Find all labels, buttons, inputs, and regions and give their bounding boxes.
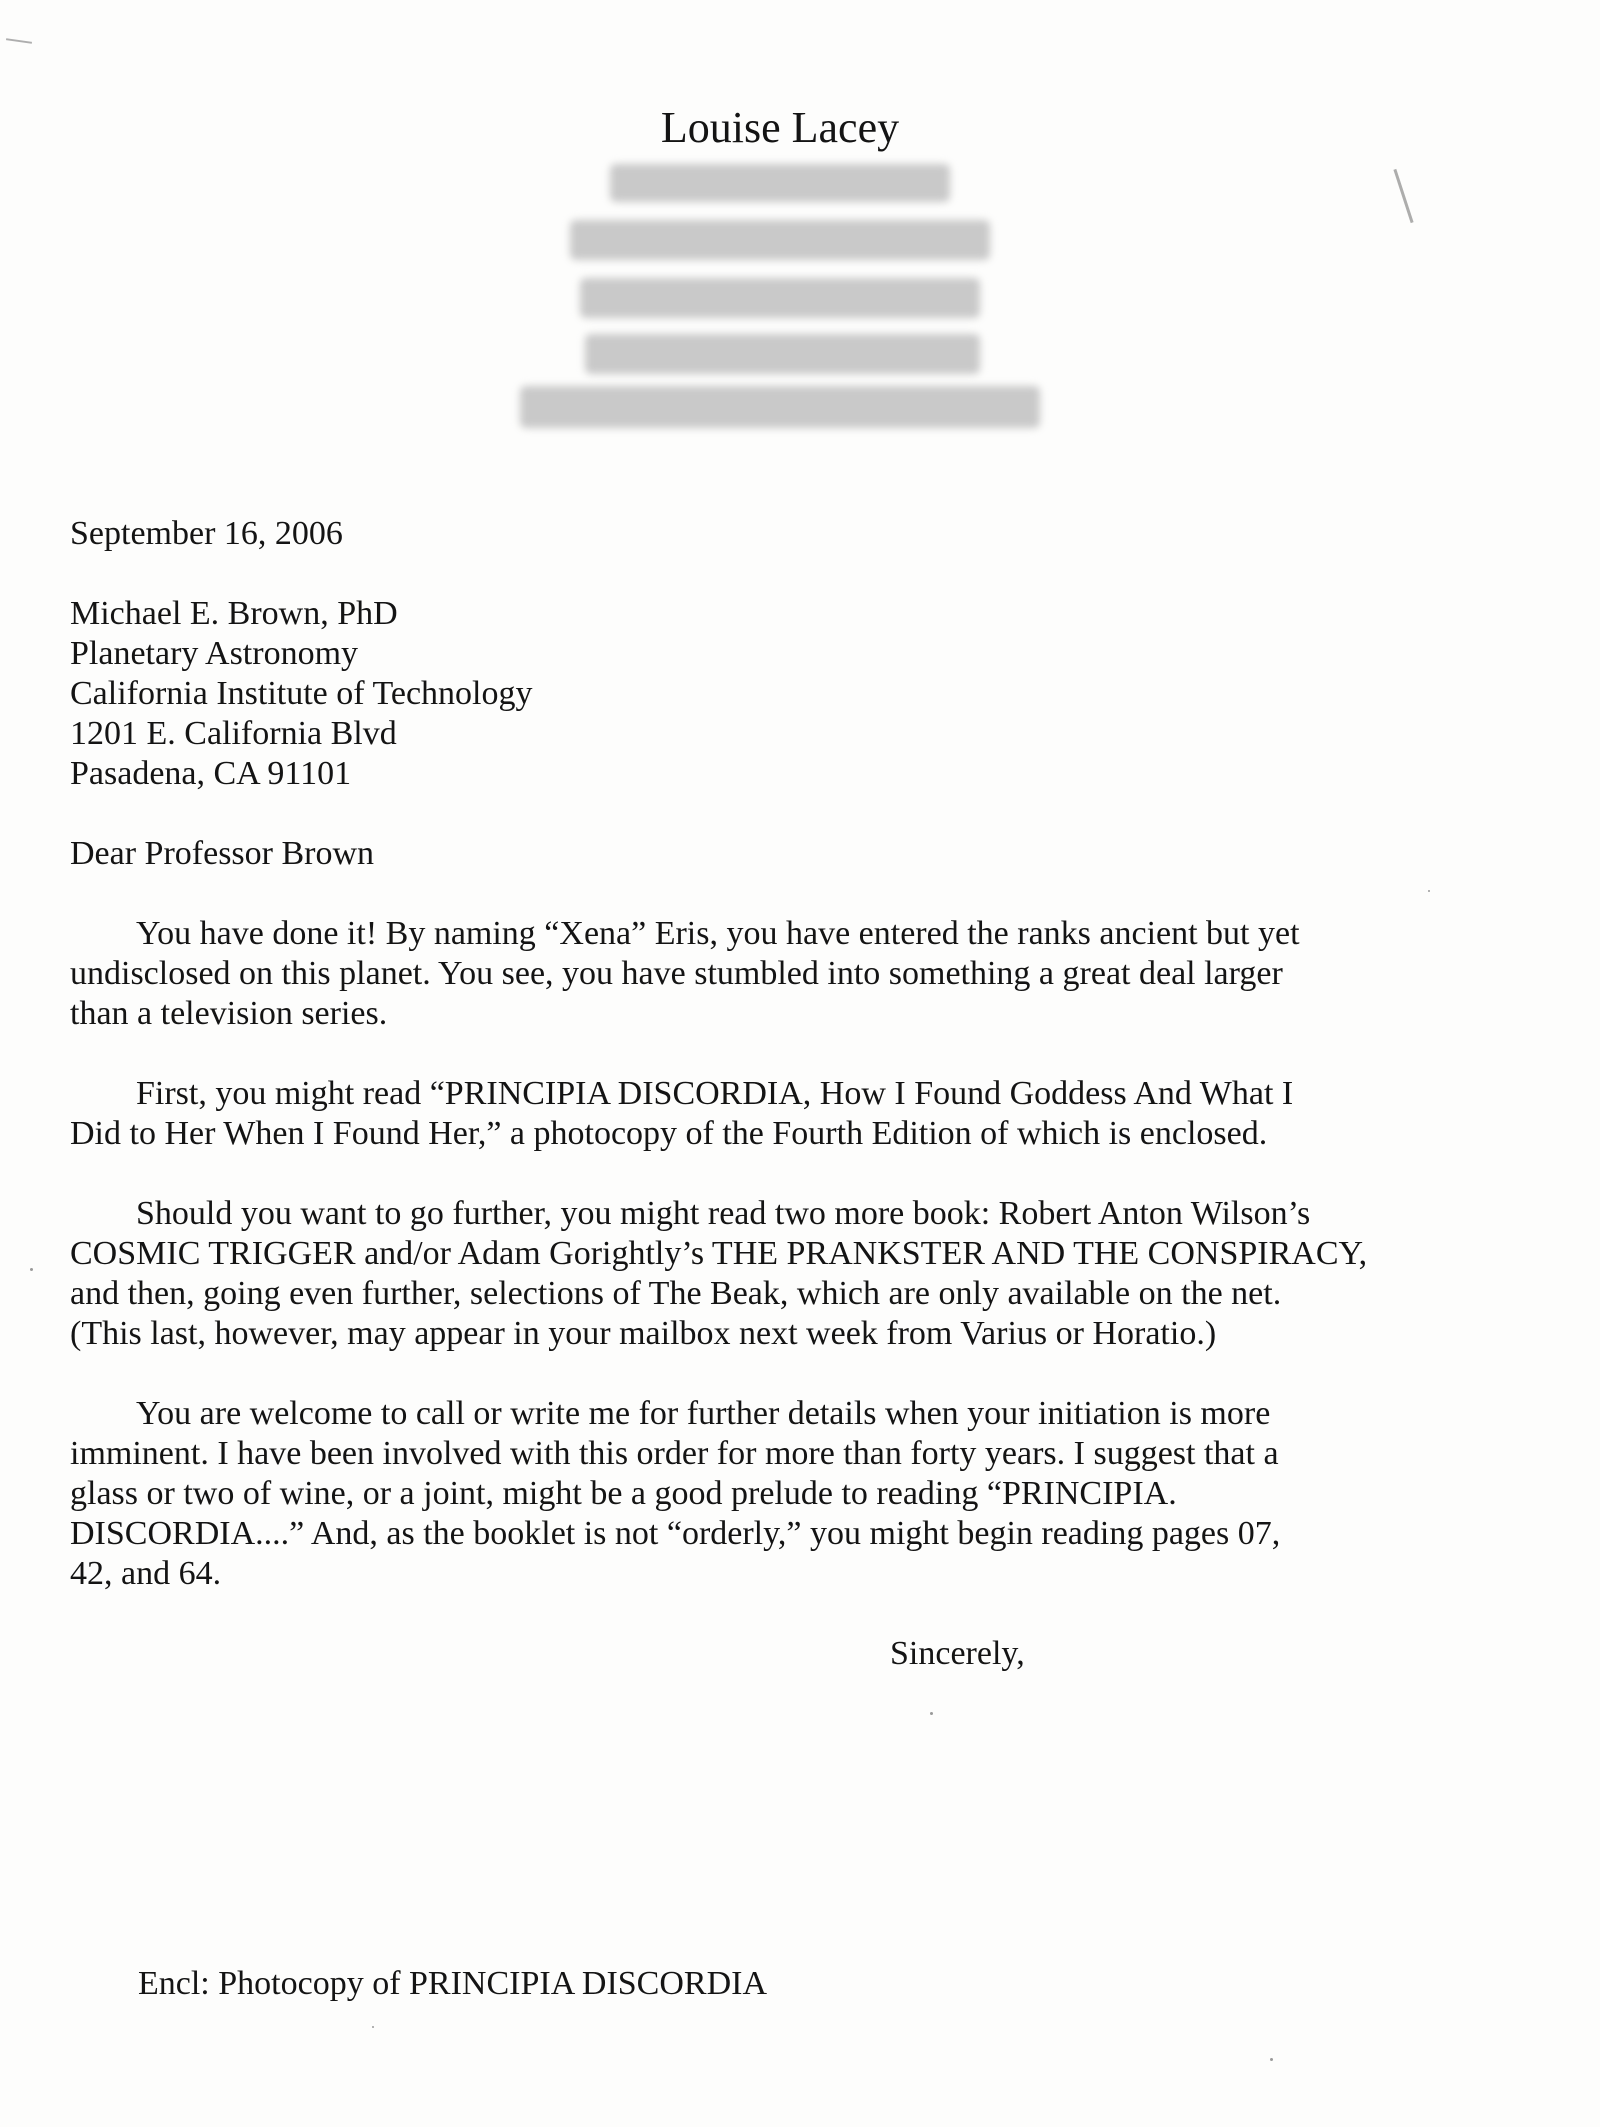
body-paragraph-1 xyxy=(70,914,1300,1034)
sender-name: Louise Lacey xyxy=(660,103,900,152)
paper-speck xyxy=(1428,890,1430,892)
closing: Sincerely, xyxy=(890,1635,1025,1672)
redacted-sender-address xyxy=(520,160,1060,430)
paragraph-line: (This last, however, may appear in your mailbox next week from Varius or Horatio.) xyxy=(70,1315,1217,1352)
letter-date: September 16, 2006 xyxy=(70,515,343,552)
salutation: Dear Professor Brown xyxy=(70,835,375,872)
paragraph-line: You are welcome to call or write me for further details when your initiation is more xyxy=(136,1395,1271,1432)
recipient-address xyxy=(70,594,533,794)
paper-speck xyxy=(30,1268,33,1271)
body-paragraph-3 xyxy=(70,1194,1367,1354)
recipient-line: Michael E. Brown, PhD xyxy=(70,595,398,632)
stray-pen-mark xyxy=(6,38,32,44)
stray-pen-mark xyxy=(1393,169,1413,223)
paragraph-line: glass or two of wine, or a joint, might be a good prelude to reading “PRINCIPIA. xyxy=(70,1475,1177,1512)
paragraph-line: First, you might read “PRINCIPIA DISCORDIA, How I Found Goddess And What I xyxy=(136,1075,1294,1112)
body-paragraph-2 xyxy=(70,1074,1293,1154)
recipient-line: California Institute of Technology xyxy=(70,675,533,712)
paragraph-line: imminent. I have been involved with this order for more than forty years. I suggest that a xyxy=(70,1435,1279,1472)
enclosure-note: Encl: Photocopy of PRINCIPIA DISCORDIA xyxy=(138,1965,768,2002)
paragraph-line: 42, and 64. xyxy=(70,1555,222,1592)
paragraph-line: Did to Her When I Found Her,” a photocopy of the Fourth Edition of which is enclosed. xyxy=(70,1115,1268,1152)
paragraph-line: and then, going even further, selections of The Beak, which are only available on the net. xyxy=(70,1275,1282,1312)
recipient-line: 1201 E. California Blvd xyxy=(70,715,397,752)
paragraph-line: than a television series. xyxy=(70,995,388,1032)
paper-speck xyxy=(1270,2058,1273,2061)
paper-speck xyxy=(372,2026,374,2028)
recipient-line: Planetary Astronomy xyxy=(70,635,359,672)
recipient-line: Pasadena, CA 91101 xyxy=(70,755,352,792)
paragraph-line: COSMIC TRIGGER and/or Adam Gorightly’s THE PRANKSTER AND THE CONSPIRACY, xyxy=(70,1235,1368,1272)
paragraph-line: undisclosed on this planet. You see, you have stumbled into something a great deal larger xyxy=(70,955,1283,992)
paper-speck xyxy=(930,1712,933,1715)
paragraph-line: Should you want to go further, you might read two more book: Robert Anton Wilson’s xyxy=(136,1195,1311,1232)
body-paragraph-4 xyxy=(70,1394,1280,1594)
paragraph-line: DISCORDIA....” And, as the booklet is not “orderly,” you might begin reading pages 07, xyxy=(70,1515,1281,1552)
paragraph-line: You have done it! By naming “Xena” Eris, you have entered the ranks ancient but yet xyxy=(136,915,1300,952)
